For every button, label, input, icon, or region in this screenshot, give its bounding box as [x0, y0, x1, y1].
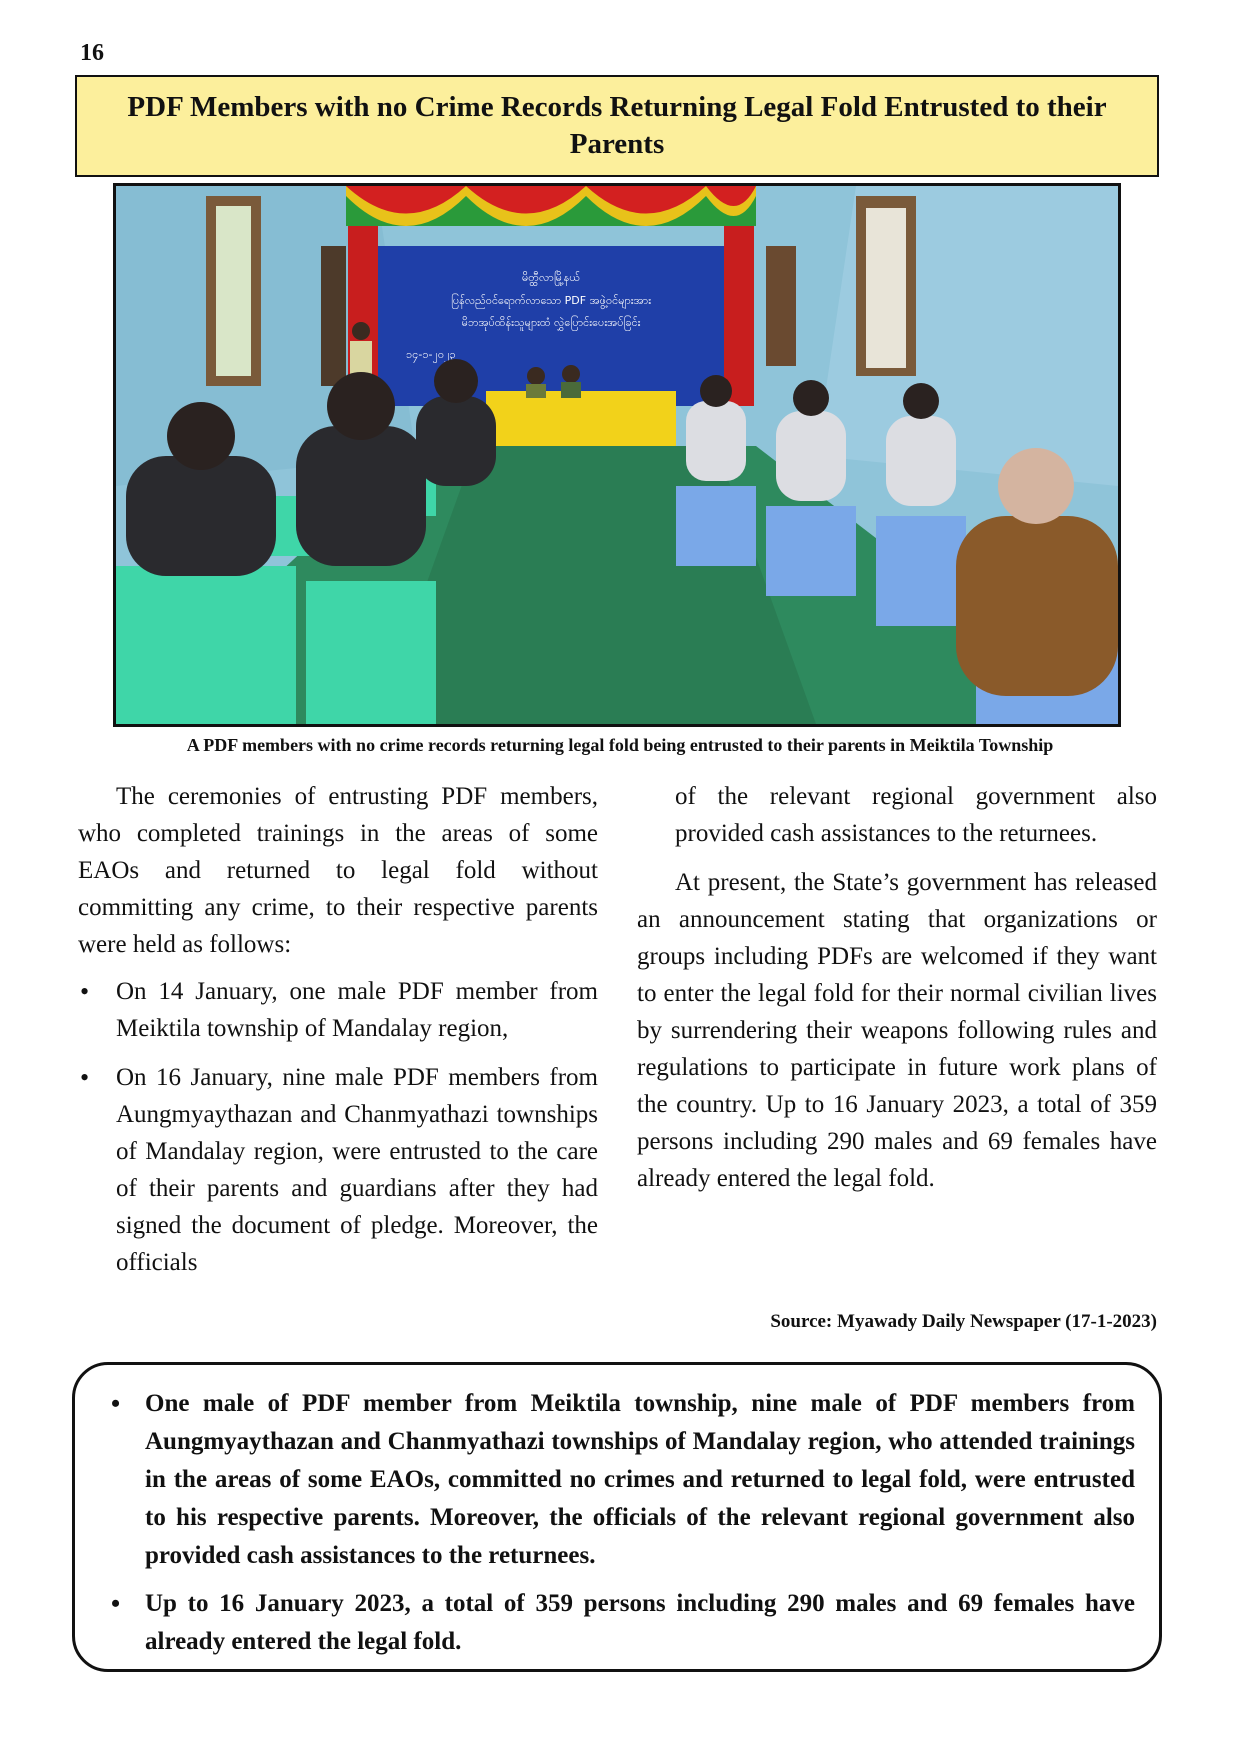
event-item-16-january: • On 16 January, nine male PDF members from Aungmyaythazan and Chanmyathazi townships of Mandalay region, were entrusted to the care of their parents and guardians after they had signed the document of pledge. Moreover, the officials — [78, 1059, 598, 1281]
summary-item: • Up to 16 January 2023, a total of 359 persons including 290 males and 69 females have already entered the legal fold. — [99, 1585, 1135, 1661]
intro-paragraph: The ceremonies of entrusting PDF members, who completed trainings in the areas of some EAOs and returned to legal fold without committing any crime, to their respective parents were held as follows: — [78, 783, 598, 958]
photo-caption: A PDF members with no crime records returning legal fold being entrusted to their parents in Meiktila Township — [186, 735, 1054, 755]
left-column — [78, 778, 598, 1293]
summary-item: • One male of PDF member from Meiktila township, nine male of PDF members from Aungmyaythazan and Chanmyathazi townships of Mandalay region, who attended trainings in the areas of some EAOs, committed no crimes and returned to legal fold, were entrusted to his respective parents. Moreover, the officials of the relevant regional government also provided cash assistances to the returnees. — [99, 1385, 1135, 1575]
meeting-hall-illustration — [116, 186, 1118, 724]
right-column — [637, 778, 1157, 1197]
event-list — [78, 973, 598, 1281]
summary-list — [99, 1385, 1135, 1661]
summary-box — [72, 1362, 1162, 1672]
banner-line-2: ပြန်လည်ဝင်ရောက်လာသော PDF အဖွဲ့ဝင်များအား — [451, 294, 651, 307]
banner-date: ၁၄-၁-၂၀၂၃ — [406, 348, 456, 361]
page-number: 16 — [80, 40, 104, 66]
announcement-paragraph: At present, the State’s government has released an announcement stating that organizations or groups including PDFs are welcomed if they want to enter the legal fold for their normal civilian lives by surrendering their weapons following rules and regulations to participate in future work plans of the country. Up to 16 January 2023, a total of 359 persons including 290 males and 69 females have already entered the legal fold. — [637, 869, 1157, 1192]
article-title-text: PDF Members with no Crime Records Returning Legal Fold Entrusted to their Parents — [127, 91, 1107, 160]
event-photo — [113, 183, 1121, 727]
banner-line-1: မိတ္ထီလာမြို့နယ် — [521, 271, 581, 284]
continuation-paragraph: of the relevant regional government also provided cash assistances to the returnees. — [675, 783, 1157, 847]
source-citation: Source: Myawady Daily Newspaper (17-1-2023) — [770, 1311, 1157, 1332]
banner-line-3: မိဘအုပ်ထိန်းသူများထံ လွှဲပြောင်းပေးအပ်ခြင်း — [461, 316, 641, 329]
event-item-14-january: • On 14 January, one male PDF member from Meiktila township of Mandalay region, — [78, 973, 598, 1047]
article-title — [75, 75, 1159, 177]
